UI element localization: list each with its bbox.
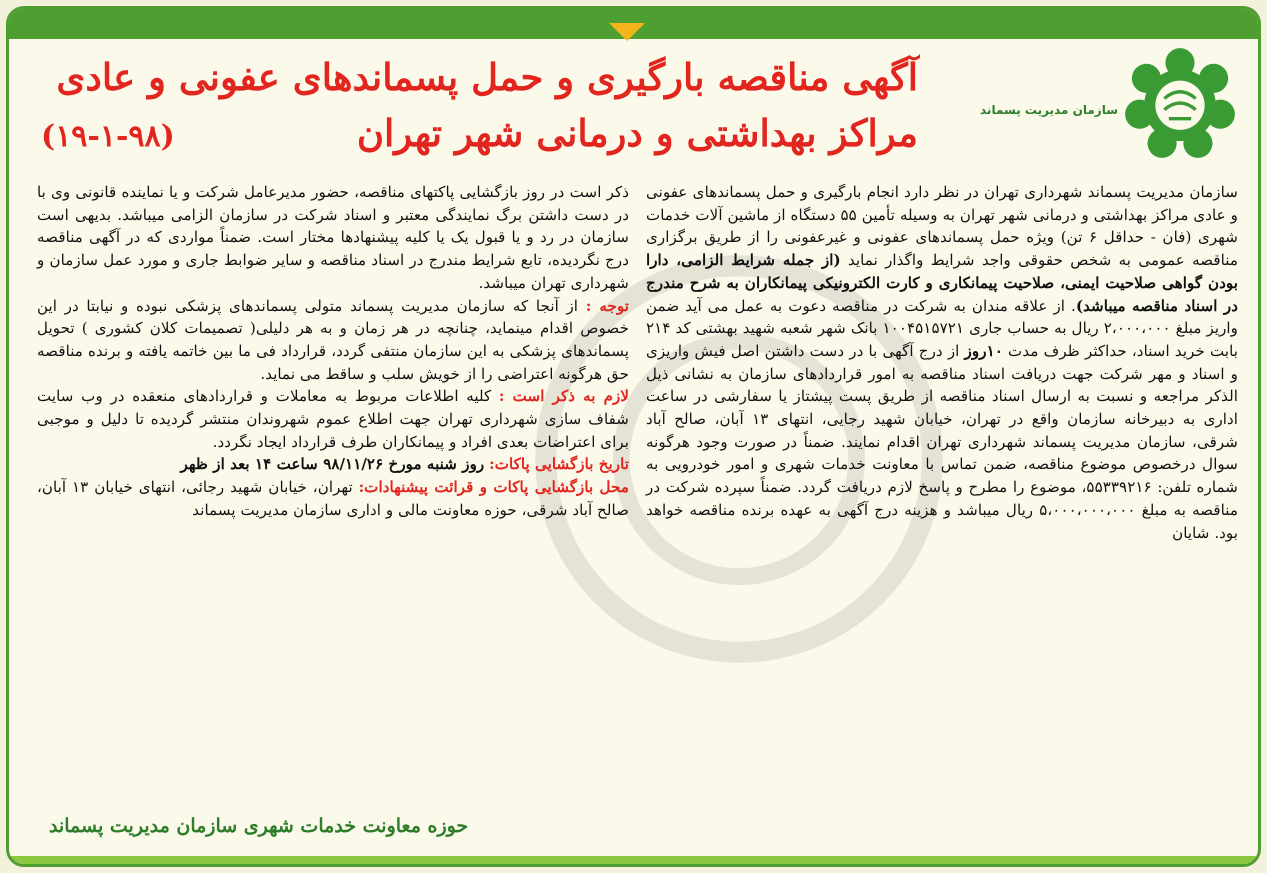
mention-paragraph [37,385,629,453]
advertisement-frame [6,6,1261,867]
tender-code: (۱۹-۱-۹۸) [41,119,175,154]
opening-date-label: تاریخ بازگشایی پاکات: [489,455,629,474]
title-line-1: آگهی مناقصه بارگیری و حمل پسماندهای عفونی و عادی [56,55,918,99]
opening-place-text: تهران، خیابان شهید رجائی، انتهای خیابان ۱۳ آبان، صالح آباد شرقی، حوزه معاونت مالی و اداری سازمان مدیریت پسماند [37,478,629,519]
bottom-bar [9,856,1258,864]
note-label: توجه : [585,296,630,315]
opening-place-label: محل بازگشایی پاکات و قرائت پیشنهادات: [358,478,629,497]
down-arrow-icon [609,23,645,41]
intro-text: سازمان مدیریت پسماند شهرداری تهران در نظر دارد انجام بارگیری و حمل پسماندهای عفونی و عادی مراکز بهداشتی و درمانی شهر تهران به وسیله تأمین ۵۵ دستگاه از ماشین آلات خدمات شهری (فان - حداقل ۶ تن) ویژه حمل پسماندهای عفونی و غیرعفونی را از طریق برگزاری مناقصه عمومی به شخص حقوقی واجد شرایط واگذار نماید [646,183,1238,270]
note-paragraph [37,295,629,386]
footer-signature: حوزه معاونت خدمات شهری سازمان مدیریت پسماند [49,815,469,837]
title-line-2: مراکز بهداشتی و درمانی شهر تهران [356,111,918,155]
org-name: سازمان مدیریت پسماند [980,103,1118,117]
mention-label: لازم به ذکر است : [498,387,629,406]
opening-place-paragraph [37,476,629,521]
conditions-text: (از جمله شرایط الزامی، دارا بودن گواهی صلاحیت ایمنی، صلاحیت پیمانکاری و کارت الکترونیکی پیمانکاران به شرح مندرج در اسناد مناقصه میباشد) [646,251,1239,315]
opening-date-text: روز شنبه مورخ ۹۸/۱۱/۲۶ ساعت ۱۴ بعد از ظهر [180,455,485,474]
opening-date-paragraph [37,453,629,476]
invitation-text: . از علاقه مندان به شرکت در مناقصه دعوت به عمل می آید ضمن واریز مبلغ ۲،۰۰۰،۰۰۰ ریال به حساب جاری ۱۰۰۴۵۱۵۷۲۱ بانک شهر شعبه شهید بهشتی کد ۲۱۴ بابت خرید اسناد، حداکثر ظرف مدت [646,296,1238,360]
note-text: از آنجا که سازمان مدیریت پسماند متولی پسماندهای پزشکی نبوده و نیابتا در این خصوص اقدام مینماید، چنانچه در هر زمان و به هر دلیلی( تصمیمات کلان کشوری ) تحویل پسماندهای پزشکی به این سازمان منتفی گردد، قرارداد فی ما بین خاتمه یافته و برنده مناقصه حق هرگونه اعتراضی را از خویش سلب و ساقط می نماید. [37,296,629,383]
left-paragraph-1: ذکر است در روز بازگشایی پاکتهای مناقصه، حضور مدیرعامل شرکت و یا نماینده قانونی وی با در دست داشتن برگ نمایندگی معتبر و اسناد شرکت در سازمان الزامی میباشد. بدیهی است سازمان در رد و یا قبول یک یا کلیه پیشنهادها مختار است. ضمناً مواردی که در آگهی مناقصه درج نگردیده، تابع شرایط مندرج در اسناد مناقصه و سایر ضوابط جاری و مورد عمل سازمان و شهرداری تهران میباشد. [37,183,629,292]
deadline-text: ۱۰روز [964,341,1003,360]
mention-text: کلیه اطلاعات مربوط به معاملات و قراردادهای منعقده در وب سایت شفاف سازی شهرداری تهران جهت اطلاع عموم شهروندان منتشر گردیده تا دلیل و موجبی برای اعتراضات بعدی افراد و پیمانکاران طرف قرارداد ایجاد نگردد. [37,387,629,451]
tehran-municipality-logo-icon [1124,47,1236,159]
left-column [37,181,629,522]
procedure-text: از درج آگهی با در دست داشتن اصل فیش واریزی و اسناد و مهر شرکت جهت دریافت اسناد مناقصه به امور قراردادهای سازمان به نشانی ذیل الذکر مراجعه و نسبت به ارسال اسناد مناقصه از طریق پست پیشتاز یا سفارشی در ساعت اداری به دبیرخانه سازمان واقع در تهران، خیابان شهید رجایی، انتهای ۱۳ آبان، صالح آباد شرقی، سازمان مدیریت پسماند شهرداری تهران اقدام نمایند. ضمناً در صورت وجود هرگونه سوال درخصوص موضوع مناقصه، ضمن تماس با معاونت خدمات شهری و امور خودرویی به شماره تلفن: ۵۵۳۳۹۲۱۶، موضوع را مطرح و پاسخ لازم دریافت گردد. ضمناً سپرده شرکت در مناقصه به مبلغ ۵،۰۰۰،۰۰۰،۰۰۰ ریال میباشد و هزینه درج آگهی به عهده برنده مناقصه خواهد بود. شایان [646,341,1238,542]
right-column [646,181,1238,544]
right-paragraph [646,181,1238,544]
top-bar [9,9,1258,39]
